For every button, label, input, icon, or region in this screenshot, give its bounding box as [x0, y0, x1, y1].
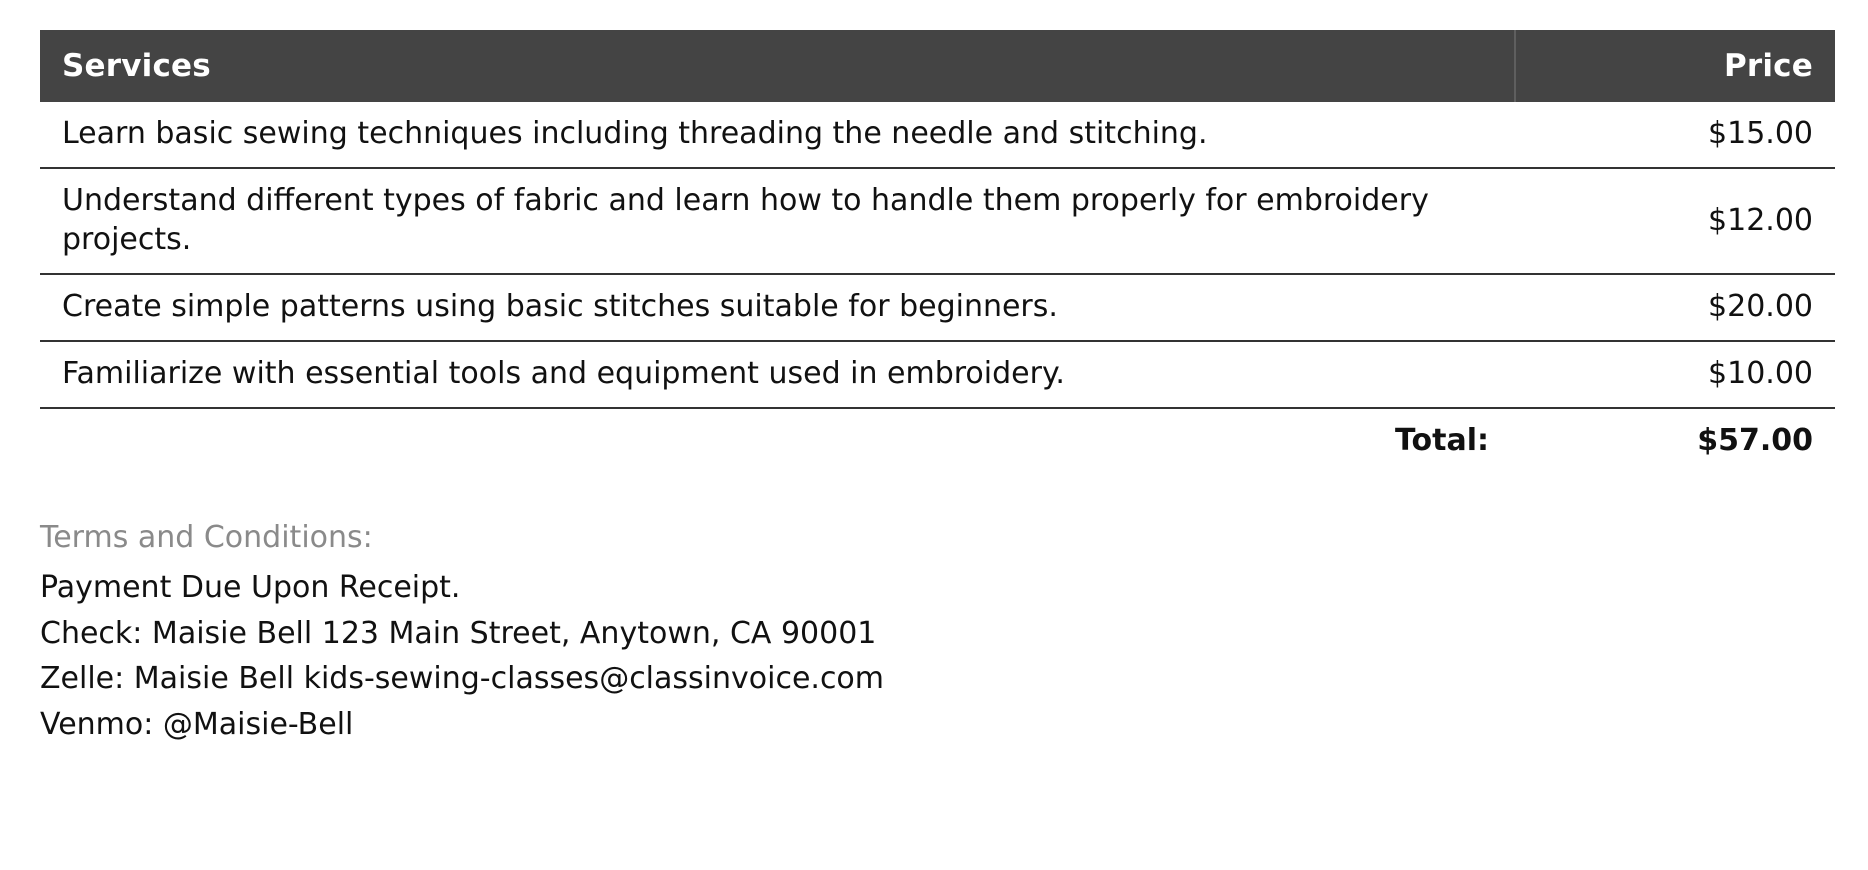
service-description: Learn basic sewing techniques including threading the needle and stitching.	[40, 102, 1515, 168]
terms-line-payment: Payment Due Upon Receipt.	[40, 570, 461, 605]
table-row	[40, 102, 1835, 168]
table-row	[40, 341, 1835, 408]
terms-line-check: Check: Maisie Bell 123 Main Street, Anytown, CA 90001	[40, 615, 877, 651]
service-price: $15.00	[1515, 102, 1835, 168]
services-price-table	[40, 30, 1835, 474]
service-price: $12.00	[1515, 168, 1835, 274]
total-value: $57.00	[1697, 423, 1813, 458]
terms-and-conditions-section	[40, 520, 1835, 747]
table-row	[40, 274, 1835, 341]
service-price: $20.00	[1515, 274, 1835, 341]
terms-title: Terms and Conditions:	[40, 520, 373, 555]
table-body	[40, 102, 1835, 474]
service-price: $10.00	[1515, 341, 1835, 408]
total-row	[40, 408, 1835, 474]
service-description: Create simple patterns using basic stitches suitable for beginners.	[40, 274, 1515, 341]
table-header	[40, 30, 1835, 102]
service-description: Understand different types of fabric and learn how to handle them properly for embroidery projects.	[40, 168, 1515, 274]
service-description: Familiarize with essential tools and equipment used in embroidery.	[40, 341, 1515, 408]
column-header-services: Services	[40, 30, 1515, 102]
terms-line-zelle: Zelle: Maisie Bell kids-sewing-classes@classinvoice.com	[40, 661, 885, 697]
terms-line-venmo: Venmo: @Maisie-Bell	[40, 706, 354, 742]
total-label: Total:	[1395, 423, 1489, 458]
table-row	[40, 168, 1835, 274]
column-header-price: Price	[1515, 30, 1835, 102]
table-header-row	[40, 30, 1835, 102]
